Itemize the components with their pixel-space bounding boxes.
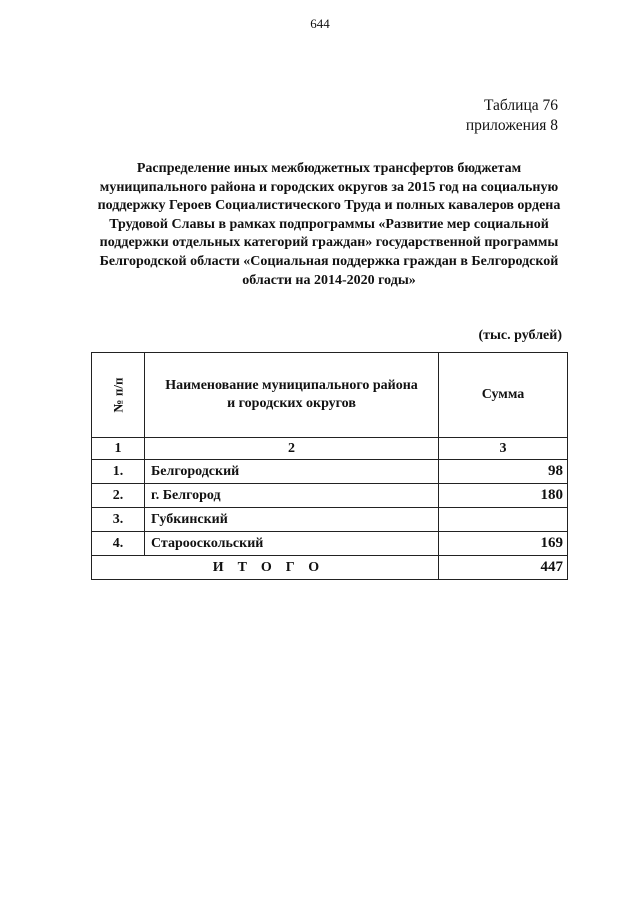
table-row	[92, 508, 568, 532]
row-sum: 169	[439, 532, 568, 556]
column-number-row	[92, 438, 568, 460]
column-number: 3	[439, 438, 568, 460]
row-sum: 98	[439, 460, 568, 484]
header-name	[145, 353, 439, 438]
row-sum: 180	[439, 484, 568, 508]
document-title: Распределение иных межбюджетных трансфертов бюджетам муниципального района и городских округов за 2015 год на социальную поддержку Героев Социалистического Труда и полных кавалеров ордена Трудовой Славы в рамках подпрограммы «Развитие мер социальной поддержки отдельных категорий граждан» государственной программы Белгородской области «Социальная поддержка граждан в Белгородской области на 2014-2020 годы»	[97, 161, 561, 288]
table-ref-line1: Таблица 76	[483, 97, 558, 114]
table-reference	[466, 96, 558, 136]
row-sum	[439, 508, 568, 532]
table-row	[92, 484, 568, 508]
page-number: 644	[310, 16, 330, 31]
total-label: ИТОГО	[92, 556, 439, 580]
header-name-line1: Наименование муниципального района	[165, 378, 418, 393]
row-number: 3.	[92, 508, 145, 532]
header-num	[92, 353, 145, 438]
header-sum: Сумма	[439, 353, 568, 438]
row-name: Белгородский	[145, 460, 439, 484]
header-row	[92, 353, 568, 438]
distribution-table	[91, 352, 568, 580]
table-ref-line2: приложения 8	[465, 117, 558, 134]
column-number: 2	[145, 438, 439, 460]
row-number: 1.	[92, 460, 145, 484]
table-row	[92, 532, 568, 556]
row-number: 4.	[92, 532, 145, 556]
units-label: (тыс. рублей)	[478, 328, 562, 343]
total-row	[92, 556, 568, 580]
row-number: 2.	[92, 484, 145, 508]
header-name-line2: и городских округов	[227, 396, 356, 411]
total-sum: 447	[439, 556, 568, 580]
header-num-label: № п/п	[110, 377, 125, 412]
row-name: Старооскольский	[145, 532, 439, 556]
row-name: г. Белгород	[145, 484, 439, 508]
row-name: Губкинский	[145, 508, 439, 532]
table-row	[92, 460, 568, 484]
column-number: 1	[92, 438, 145, 460]
